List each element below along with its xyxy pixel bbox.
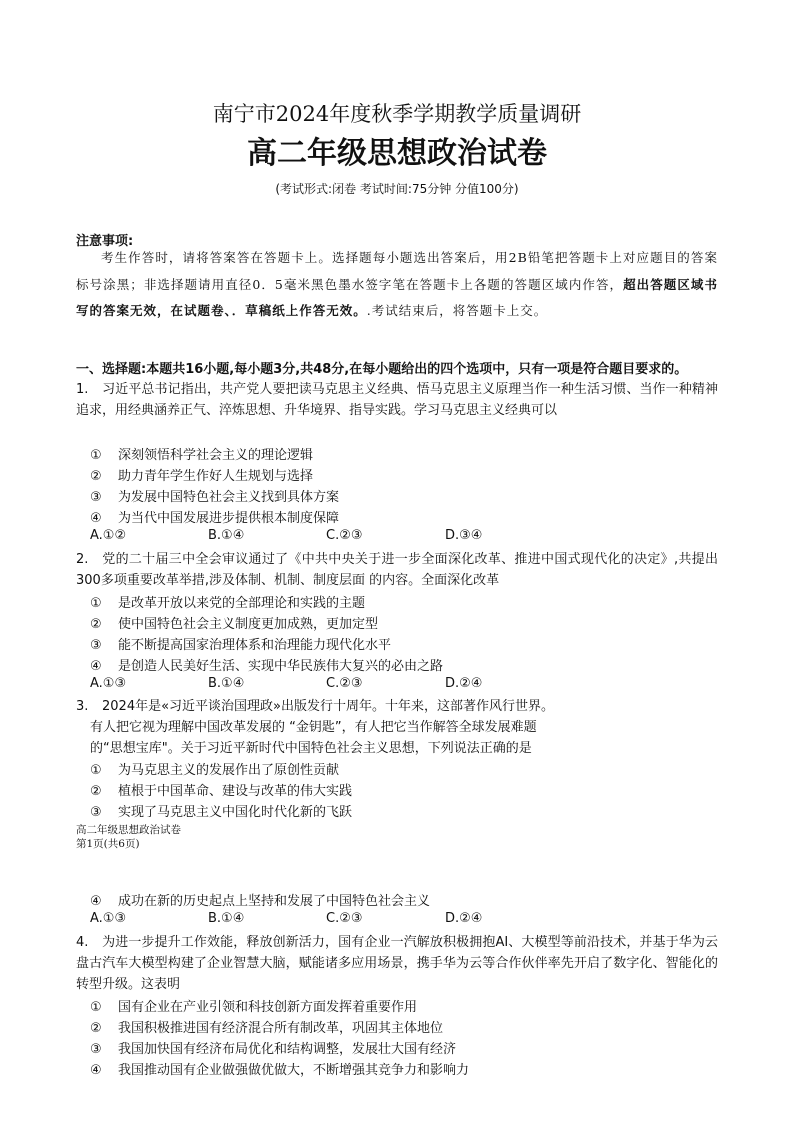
option bbox=[90, 1038, 456, 1057]
option-text: 我国积极推进国有经济混合所有制改革，巩固其主体地位 bbox=[118, 1021, 444, 1036]
option-text: 国有企业在产业引领和科技创新方面发挥着重要作用 bbox=[118, 1000, 418, 1015]
notice-heading: 注意事项: bbox=[76, 234, 134, 249]
question-text: 为进一步提升工作效能，释放创新活力，国有企业一汽解放积极拥抱AI、大模型等前沿技术，并基于华为云盘古汽车大模型构建了企业智慧大脑，赋能诸多应用场景，携手华为云等合作伙伴率先开启了数字化、智能化的转型升级。这表明 bbox=[76, 935, 718, 992]
option-text: 是改革开放以来党的全部理论和实践的主题 bbox=[118, 596, 366, 611]
option-number: ② bbox=[90, 617, 102, 632]
question-number: 1. bbox=[76, 382, 89, 397]
option-text: 成功在新的历史起点上坚持和发展了中国特色社会主义 bbox=[118, 894, 431, 909]
answer-b: B.①④ bbox=[208, 911, 245, 926]
option-text: 助力青年学生作好人生规划与选择 bbox=[118, 469, 314, 484]
question-text: 习近平总书记指出，共产党人要把读马克思主义经典、悟马克思主义原理当作一种生活习惯、当作一种精神追求，用经典涵养正气、淬炼思想、升华境界、指导实践。学习马克思主义经典可以 bbox=[76, 382, 718, 418]
option-number: ④ bbox=[90, 894, 102, 909]
answer-c: C.②③ bbox=[326, 528, 363, 543]
question-3 bbox=[76, 696, 718, 717]
option-text: 是创造人民美好生活、实现中华民族伟大复兴的必由之路 bbox=[118, 659, 444, 674]
option-number: ③ bbox=[90, 638, 102, 653]
option bbox=[90, 1017, 443, 1036]
option bbox=[90, 507, 339, 526]
answer-b: B.①④ bbox=[208, 676, 245, 691]
exam-subtitle: (考试形式:闭卷 考试时间:75分钟 分值100分) bbox=[275, 182, 519, 196]
option-number: ① bbox=[90, 1000, 102, 1015]
option bbox=[90, 592, 365, 611]
option bbox=[90, 1059, 469, 1078]
option-number: ④ bbox=[90, 511, 102, 526]
question-number: 3. bbox=[76, 699, 89, 714]
option bbox=[90, 613, 378, 632]
option bbox=[90, 780, 352, 799]
option-text: 为当代中国发展进步提供根本制度保障 bbox=[118, 511, 340, 526]
option-number: ③ bbox=[90, 490, 102, 505]
answer-d: D.②④ bbox=[445, 676, 483, 691]
answer-b: B.①④ bbox=[208, 528, 245, 543]
notice-bold-text: 超出答题区域书写的答案无效，在试题卷、．草稿纸上作答无效。 bbox=[76, 276, 718, 318]
option-text: 为马克思主义的发展作出了原创性贡献 bbox=[118, 763, 340, 778]
option-number: ① bbox=[90, 596, 102, 611]
answer-a: A.①② bbox=[90, 528, 127, 543]
option-number: ② bbox=[90, 784, 102, 799]
answer-a: A.①③ bbox=[90, 911, 127, 926]
notice-body bbox=[76, 245, 718, 325]
option-text: 实现了马克思主义中国化时代化新的飞跃 bbox=[118, 805, 353, 820]
exam-title-line2: 高二年级思想政治试卷 bbox=[247, 136, 547, 171]
option-text: 植根于中国革命、建设与改革的伟大实践 bbox=[118, 784, 353, 799]
option-number: ① bbox=[90, 763, 102, 778]
option-number: ③ bbox=[90, 805, 102, 820]
option-number: ④ bbox=[90, 659, 102, 674]
option bbox=[90, 996, 417, 1015]
answer-a: A.①③ bbox=[90, 676, 127, 691]
option-number: ① bbox=[90, 448, 102, 463]
option-number: ② bbox=[90, 1021, 102, 1036]
option bbox=[90, 801, 352, 820]
question-text-line3: 的“思想宝库"。关于习近平新时代中国特色社会主义思想，下列说法正确的是 bbox=[90, 741, 532, 756]
option-text: 为发展中国特色社会主义找到具体方案 bbox=[118, 490, 340, 505]
notice-text: 考生作答时，请将答案答在答题卡上。选择题每小题选出答案后，用2B铅笔把答题卡上对应题目的答案标号涂黑；非选择题请用直径0．5毫米黑色墨水签字笔在答题卡上各题的答题区域内作答， bbox=[76, 250, 718, 292]
answer-d: D.③④ bbox=[445, 528, 483, 543]
option-number: ② bbox=[90, 469, 102, 484]
option bbox=[90, 634, 391, 653]
question-text-line2: 有人把它视为理解中国改革发展的 “金钥匙”，有人把它当作解答全球发展难题 bbox=[90, 720, 537, 735]
section-heading: 一、选择题:本题共16小题,每小题3分,共48分,在每小题给出的四个选项中，只有一项是符合题目要求的。 bbox=[76, 362, 688, 377]
question-number: 4. bbox=[76, 935, 89, 950]
answer-c: C.②③ bbox=[326, 676, 363, 691]
footer-page: 第1页(共6页) bbox=[76, 838, 140, 850]
question-text: 党的二十届三中全会审议通过了《中共中央关于进一步全面深化改革、推进中国式现代化的决定》,共提出300多项重要改革举措,涉及体制、机制、制度层面 的内容。全面深化改革 bbox=[76, 552, 718, 588]
option bbox=[90, 486, 339, 505]
option bbox=[90, 655, 443, 674]
option-text: 深刻领悟科学社会主义的理论逻辑 bbox=[118, 448, 314, 463]
option bbox=[90, 759, 339, 778]
option-text: 我国推动国有企业做强做优做大，不断增强其竞争力和影响力 bbox=[118, 1063, 470, 1078]
option-text: 能不断提高国家治理体系和治理能力现代化水平 bbox=[118, 638, 392, 653]
notice-end-text: .考试结束后，将答题卡上交。 bbox=[366, 303, 548, 318]
question-1 bbox=[76, 379, 718, 421]
footer-subject: 高二年级思想政治试卷 bbox=[76, 824, 181, 836]
question-number: 2. bbox=[76, 552, 89, 567]
option-number: ④ bbox=[90, 1063, 102, 1078]
option-text: 使中国特色社会主义制度更加成熟，更加定型 bbox=[118, 617, 379, 632]
question-4 bbox=[76, 932, 718, 995]
exam-title-line1: 南宁市2024年度秋季学期教学质量调研 bbox=[212, 102, 582, 126]
option bbox=[90, 444, 313, 463]
answer-d: D.②④ bbox=[445, 911, 483, 926]
question-2 bbox=[76, 549, 718, 591]
option-number: ③ bbox=[90, 1042, 102, 1057]
option bbox=[90, 465, 313, 484]
question-text-line1: 2024年是«习近平谈治国理政»出版发行十周年。十年来，这部著作风行世界。 bbox=[102, 699, 554, 714]
option bbox=[90, 890, 430, 909]
option-text: 我国加快国有经济布局优化和结构调整，发展壮大国有经济 bbox=[118, 1042, 457, 1057]
answer-c: C.②③ bbox=[326, 911, 363, 926]
